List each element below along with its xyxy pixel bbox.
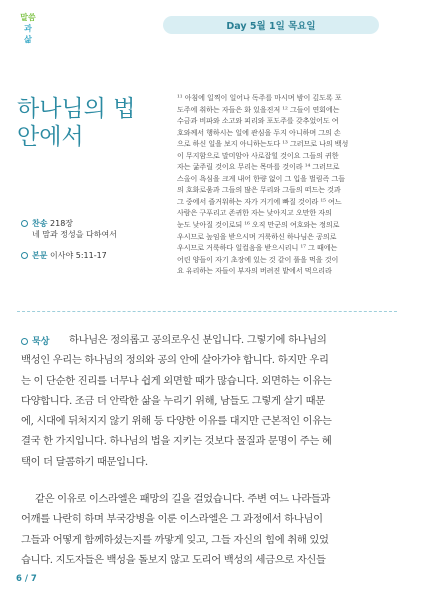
scripture-line: 우시므로 높임을 받으시며 거룩하신 하나님은 공의로 (177, 231, 337, 241)
title-line-2: 안에서 (17, 124, 84, 150)
meditation-line: 결국 한 가지입니다. 하나님의 법을 지키는 것보다 물질과 문명이 주는 혜 (21, 435, 332, 448)
scripture-line: 요 유리하는 자들이 부자의 버려진 밭에서 먹으리라 (177, 266, 332, 276)
hymn-info (21, 218, 117, 240)
logo-icon (16, 6, 40, 46)
meditation-line: 어깨를 나란히 하며 부국강병을 이룬 이스라엘은 그 과정에서 하나님이 (21, 513, 323, 526)
hymn-title: 네 맘과 정성을 다하여서 (32, 230, 117, 239)
scripture-line: 사람은 구푸리고 존귀한 자는 낮아지고 오만한 자의 (177, 208, 332, 218)
scripture-line: 어린 양들이 자기 초장에 있는 것 같이 풀을 먹을 것이 (177, 254, 339, 264)
scripture-line: 눈도 낮아질 것이로되 ¹⁶ 오직 만군의 여호와는 정의로 (177, 220, 340, 230)
app-logo (16, 6, 40, 46)
meditation-line: 택이 더 달콤하기 때문입니다. (21, 455, 148, 468)
meditation-line: 습니다. 지도자들은 백성을 돌보지 않고 도리어 백성의 세금으로 자신들 (21, 553, 326, 566)
meditation-line: 다양합니다. 조금 더 안락한 삶을 누리기 위해, 남들도 그렇게 살기 때문 (21, 394, 325, 407)
hymn-label: 찬송 (32, 219, 48, 228)
meditation-line: 백성인 우리는 하나님의 정의와 공의 안에 살아가야 합니다. 하지만 우리 (21, 354, 329, 367)
scripture-line: 도주에 취하는 자들은 화 있을진저 ¹² 그들이 연회에는 (177, 104, 340, 114)
passage-label: 본문 (32, 251, 48, 260)
scripture-line: 그 중에서 즐거워하는 자가 거기에 빠질 것이라 ¹⁵ 여느 (177, 196, 342, 206)
meditation-body (21, 330, 401, 472)
day-label: Day 5월 1일 목요일 (163, 16, 379, 34)
bullet-icon (21, 220, 28, 227)
scripture-line: 자는 굶주릴 것이요 무리는 목마를 것이라 ¹⁴ 그러므로 (177, 162, 340, 172)
scripture-passage (177, 92, 392, 277)
scripture-line: 우시므로 거룩하다 일컬음을 받으시리니 ¹⁷ 그 때에는 (177, 243, 338, 253)
meditation-line: 는 이 단순한 진리를 너무나 쉽게 외면할 때가 많습니다. 외면하는 이유는 (21, 374, 332, 387)
meditation-paragraph-2 (21, 489, 401, 570)
scripture-line: 스올이 욕심을 크게 내어 한량 없이 그 입을 벌림즉 그들 (177, 173, 345, 183)
hymn-number: 218장 (50, 219, 74, 228)
section-divider (17, 311, 397, 312)
scripture-line: 의 호화로움과 그들의 많은 무리와 그들의 떠드는 것과 (177, 185, 341, 195)
passage-reference: 이사야 5:11-17 (50, 251, 107, 260)
svg-text:과: 과 (24, 24, 32, 33)
page-title (17, 95, 135, 151)
title-line-1: 하나님의 법 (17, 96, 136, 122)
scripture-line: 호와께서 행하시는 일에 관심을 두지 아니하며 그의 손 (177, 127, 341, 137)
meditation-line: 하나님은 정의롭고 공의로우신 분입니다. 그렇기에 하나님의 (69, 334, 327, 346)
svg-text:삶: 삶 (24, 35, 32, 44)
passage-info (21, 250, 107, 261)
scripture-line: 이 무지함으로 말미암아 사로잡힐 것이요 그들의 귀한 (177, 150, 339, 160)
meditation-line: 에, 시대에 뒤처지지 않기 위해 등 다양한 이유를 대지만 근본적인 이유는 (21, 415, 332, 428)
scripture-line: ¹¹ 아침에 일찍이 일어나 독주를 마시며 밤이 깊도록 포 (177, 93, 342, 102)
meditation-heading: 묵상 (21, 334, 49, 347)
meditation-line: 같은 이유로 이스라엘은 패망의 길을 걸었습니다. 주변 여느 나라들과 (35, 493, 331, 505)
svg-text:말씀: 말씀 (20, 13, 36, 22)
scripture-line: 수금과 비파와 소고와 피리와 포도주를 갖추었어도 여 (177, 116, 339, 126)
bullet-icon (21, 252, 28, 259)
meditation-line: 그들과 어떻게 함께하셨는지를 까맣게 잊고, 그들 자신의 힘에 취해 있었 (21, 533, 329, 546)
page-number: 6 / 7 (16, 574, 37, 584)
scripture-line: 으로 하신 일을 보지 아니하는도다 ¹³ 그러므로 나의 백성 (177, 139, 349, 149)
